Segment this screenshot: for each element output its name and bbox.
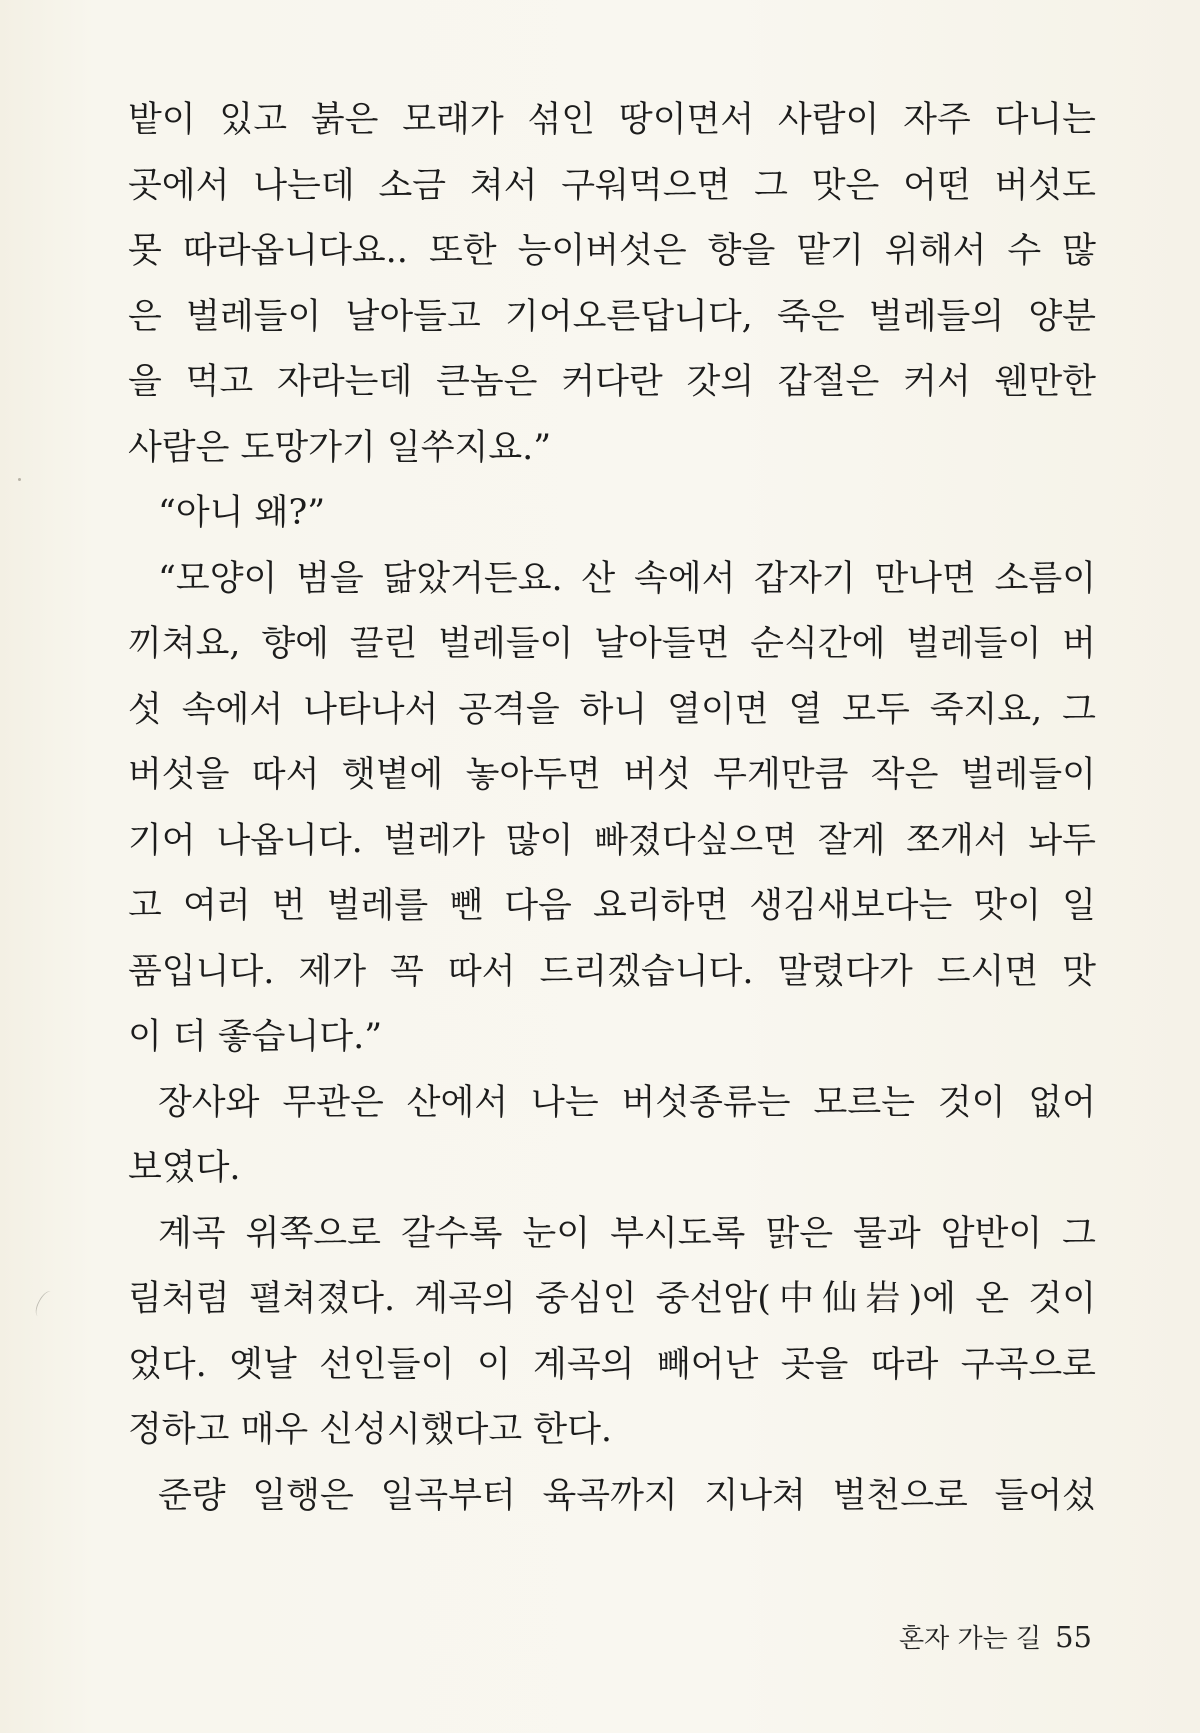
text-line: 곳에서 나는데 소금 쳐서 구워먹으면 그 맛은 어떤 버섯도 (128, 165, 1096, 206)
text-line: 섯 속에서 나타나서 공격을 하니 열이면 열 모두 죽지요, 그 (128, 689, 1096, 730)
text-line: 못 따라옵니다요.. 또한 능이버섯은 향을 맡기 위해서 수 많 (128, 231, 1096, 271)
paper-speck (18, 478, 21, 481)
page-number: 55 (1055, 1620, 1092, 1654)
body-text (128, 88, 1096, 1529)
running-footer (899, 1618, 1092, 1655)
text-line: 계곡 위쪽으로 갈수록 눈이 부시도록 맑은 물과 암반이 그 (158, 1213, 1096, 1254)
text-line: “모양이 범을 닮았거든요. 산 속에서 갑자기 만나면 소름이 (158, 558, 1096, 599)
text-line: 보였다. (128, 1148, 241, 1188)
text-line: 고 여러 번 벌레를 뺀 다음 요리하면 생김새보다는 맛이 일 (128, 886, 1096, 926)
text-line: 버섯을 따서 햇볕에 놓아두면 버섯 무게만큼 작은 벌레들이 (128, 755, 1096, 795)
text-line: “아니 왜?” (158, 493, 326, 533)
text-line: 품입니다. 제가 꼭 따서 드리겠습니다. 말렸다가 드시면 맛 (128, 951, 1096, 992)
paper-mark (32, 1289, 57, 1320)
text-line: 기어 나옵니다. 벌레가 많이 빠졌다싶으면 잘게 쪼개서 놔두 (128, 820, 1096, 861)
text-line: 을 먹고 자라는데 큰놈은 커다란 갓의 갑절은 커서 웬만한 (128, 362, 1096, 402)
text-line: 사람은 도망가기 일쑤지요.” (128, 427, 552, 468)
text-line: 었다. 옛날 선인들이 이 계곡의 빼어난 곳을 따라 구곡으로 (128, 1344, 1096, 1385)
text-line: 장사와 무관은 산에서 나는 버섯종류는 모르는 것이 없어 (158, 1082, 1096, 1123)
text-line: 준량 일행은 일곡부터 육곡까지 지나쳐 벌천으로 들어섰 (158, 1475, 1096, 1516)
text-line: 은 벌레들이 날아들고 기어오른답니다, 죽은 벌레들의 양분 (128, 296, 1096, 337)
text-line: 정하고 매우 신성시했다고 한다. (128, 1410, 613, 1450)
text-line: 끼쳐요, 향에 끌린 벌레들이 날아들면 순식간에 벌레들이 버 (128, 624, 1096, 664)
text-line: 밭이 있고 붉은 모래가 섞인 땅이면서 사람이 자주 다니는 (128, 100, 1096, 140)
book-title: 혼자 가는 길 (898, 1624, 1042, 1654)
text-line: 림처럼 펼쳐졌다. 계곡의 중심인 중선암(中仙岩)에 온 것이 (128, 1279, 1096, 1319)
text-line: 이 더 좋습니다.” (128, 1017, 383, 1057)
